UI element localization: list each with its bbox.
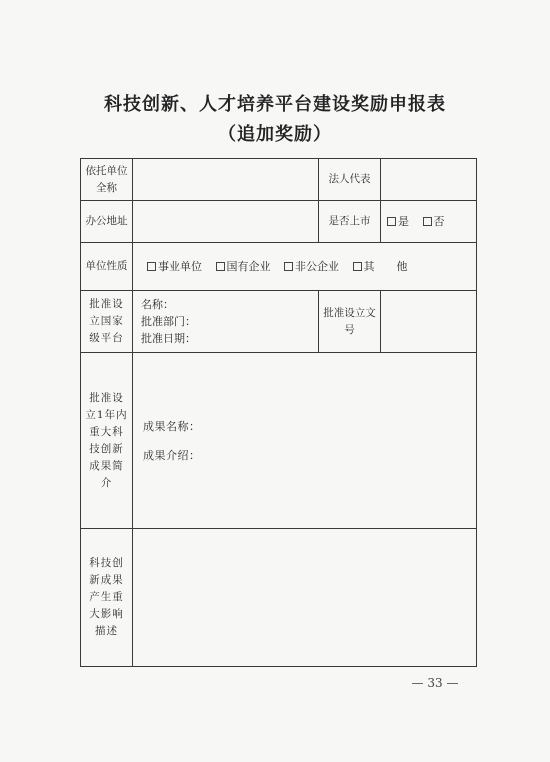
listed-no-option[interactable]: 否: [423, 213, 445, 230]
impact-description-field[interactable]: [133, 529, 477, 667]
row-unit-type: [81, 243, 477, 291]
row-address: [81, 201, 477, 243]
address-label: 办公地址: [81, 201, 133, 243]
checkbox-icon[interactable]: [284, 262, 293, 271]
checkbox-icon[interactable]: [216, 262, 225, 271]
address-field[interactable]: [133, 201, 319, 243]
listed-yes-option[interactable]: 是: [387, 213, 409, 230]
approval-doc-number-field[interactable]: [381, 291, 477, 353]
row-impact: [81, 529, 477, 667]
achievement-summary-field[interactable]: [133, 353, 477, 529]
row-approval-platform: [81, 291, 477, 353]
listed-options: [381, 201, 477, 243]
achievement-name-label: 成果名称：: [143, 419, 201, 433]
unit-type-option-other[interactable]: 其 他: [353, 258, 408, 275]
unit-type-options: [133, 243, 477, 291]
unit-type-label: 单位性质: [81, 243, 133, 291]
form-title: 科技创新、人才培养平台建设奖励申报表: [104, 94, 446, 115]
checkbox-icon[interactable]: [387, 217, 396, 226]
row-achievement: [81, 353, 477, 529]
approval-platform-label: 批准设立国家级平台: [81, 291, 133, 353]
checkbox-icon[interactable]: [147, 262, 156, 271]
achievement-intro-label: 成果介绍：: [143, 448, 201, 462]
application-form-table: [80, 158, 477, 667]
checkbox-icon[interactable]: [423, 217, 432, 226]
legal-rep-field[interactable]: [381, 159, 477, 201]
unit-type-option-non-public[interactable]: 非公企业: [284, 258, 339, 275]
page-number: — 33 —: [411, 676, 459, 690]
approval-date-label: 批准日期：: [141, 332, 196, 345]
listed-label: 是否上市: [319, 201, 381, 243]
approval-doc-number-label: 批准设立文 号: [319, 291, 381, 353]
achievement-summary-label: 批准设立1年内重大科技创新成果简介: [81, 353, 133, 529]
approval-department-label: 批准部门：: [141, 315, 196, 328]
unit-name-label: 依托单位全称: [81, 159, 133, 201]
unit-name-field[interactable]: [133, 159, 319, 201]
platform-name-label: 名称：: [141, 298, 174, 311]
unit-type-option-public-institution[interactable]: 事业单位: [147, 258, 202, 275]
approval-platform-fields[interactable]: [133, 291, 319, 353]
impact-description-label: 科技创新成果产生重大影响描述: [81, 529, 133, 667]
checkbox-icon[interactable]: [353, 262, 362, 271]
unit-type-option-state-owned[interactable]: 国有企业: [216, 258, 271, 275]
form-subtitle: （追加奖励）: [218, 124, 332, 145]
row-unit-name: [81, 159, 477, 201]
legal-rep-label: 法人代表: [319, 159, 381, 201]
